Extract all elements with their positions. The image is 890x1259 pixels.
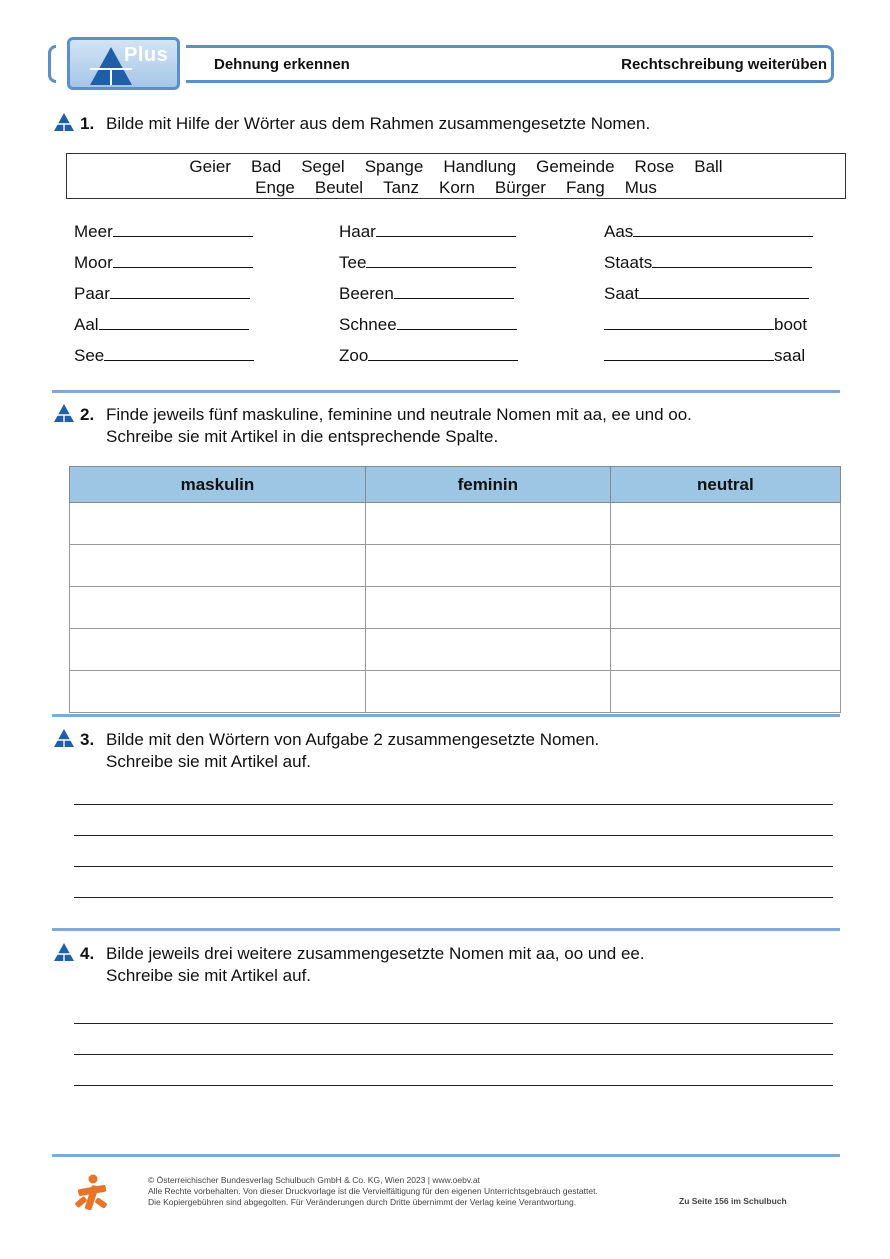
table-cell[interactable]: [365, 587, 610, 629]
table-row: [70, 587, 841, 629]
table-cell[interactable]: [610, 503, 840, 545]
publisher-logo-icon: [72, 1174, 110, 1212]
section-divider: [52, 928, 840, 931]
compound-line[interactable]: saal: [604, 346, 805, 366]
word-box-word: Beutel: [314, 178, 364, 197]
task-pyramid-icon: [53, 112, 75, 132]
word-box-word: Bürger: [494, 178, 546, 197]
compound-line[interactable]: Haar: [339, 222, 516, 242]
compound-line[interactable]: Tee: [339, 253, 516, 273]
section-divider: [52, 390, 840, 393]
compound-line[interactable]: Aas: [604, 222, 813, 242]
compound-line[interactable]: Saat: [604, 284, 809, 304]
compound-line[interactable]: Schnee: [339, 315, 517, 335]
column-header-feminin: feminin: [365, 467, 610, 503]
table-row: [70, 629, 841, 671]
compound-line[interactable]: boot: [604, 315, 807, 335]
page-reference: Zu Seite 156 im Schulbuch: [679, 1196, 787, 1206]
page-subtitle: Rechtschreibung weiterüben: [621, 56, 827, 73]
word-box-word: Ball: [694, 157, 723, 176]
task-number: 2.: [80, 405, 95, 424]
gender-table: [69, 466, 841, 713]
page-title: Dehnung erkennen: [214, 56, 350, 73]
compound-line[interactable]: See: [74, 346, 254, 366]
table-cell[interactable]: [610, 671, 840, 713]
table-cell[interactable]: [70, 545, 366, 587]
task-pyramid-icon: [53, 403, 75, 423]
task-number: 3.: [80, 730, 95, 749]
writing-line[interactable]: [74, 1085, 833, 1086]
writing-line[interactable]: [74, 1023, 833, 1024]
table-cell[interactable]: [70, 587, 366, 629]
word-box-word: Bad: [250, 157, 282, 176]
compound-line[interactable]: Paar: [74, 284, 250, 304]
table-row: [70, 671, 841, 713]
column-header-neutral: neutral: [610, 467, 840, 503]
writing-line[interactable]: [74, 897, 833, 898]
word-box: [66, 153, 846, 199]
table-cell[interactable]: [365, 503, 610, 545]
table-cell[interactable]: [610, 587, 840, 629]
word-box-word: Tanz: [383, 178, 419, 197]
compound-line[interactable]: Zoo: [339, 346, 518, 366]
word-box-row-1: [67, 157, 845, 177]
task-number: 4.: [80, 944, 95, 963]
word-box-word: Gemeinde: [536, 157, 615, 176]
word-box-row-2: [67, 178, 845, 198]
word-box-word: Geier: [189, 157, 231, 176]
task-instruction: Bilde mit Hilfe der Wörter aus dem Rahmen zusammengesetzte Nomen.: [106, 114, 651, 133]
task-pyramid-icon: [53, 942, 75, 962]
section-divider: [52, 714, 840, 717]
table-row: [70, 545, 841, 587]
plus-logo: [67, 37, 180, 90]
column-header-maskulin: maskulin: [70, 467, 366, 503]
task-instruction: Bilde jeweils drei weitere zusammengesetzte Nomen mit aa, oo und ee. Schreibe sie mit Artikel auf.: [106, 944, 645, 985]
writing-line[interactable]: [74, 866, 833, 867]
table-cell[interactable]: [610, 545, 840, 587]
word-box-word: Rose: [634, 157, 675, 176]
task-instruction: Bilde mit den Wörtern von Aufgabe 2 zusammengesetzte Nomen. Schreibe sie mit Artikel auf.: [106, 730, 600, 771]
word-box-word: Spange: [364, 157, 424, 176]
word-box-word: Segel: [301, 157, 345, 176]
footer-divider: [52, 1154, 840, 1157]
table-cell[interactable]: [365, 671, 610, 713]
table-cell[interactable]: [70, 671, 366, 713]
footer-copyright: © Österreichischer Bundesverlag Schulbuch GmbH & Co. KG, Wien 2023 | www.oebv.at Alle Rechte vorbehalten. Von dieser Druckvorlage ist die Vervielfältigung für den eigenen Unterrichtsgebrauch gestattet. Die Kopiergebühren sind abgegolten. Für Veränderungen durch Dritte übernimmt der Verlag keine Verantwortung.: [148, 1175, 598, 1207]
table-row: [70, 503, 841, 545]
compound-line[interactable]: Staats: [604, 253, 812, 273]
writing-line[interactable]: [74, 1054, 833, 1055]
writing-line[interactable]: [74, 835, 833, 836]
compound-line[interactable]: Moor: [74, 253, 253, 273]
word-box-word: Mus: [624, 178, 657, 197]
table-cell[interactable]: [610, 629, 840, 671]
word-box-word: Handlung: [443, 157, 517, 176]
task-number: 1.: [80, 114, 95, 133]
table-cell[interactable]: [365, 545, 610, 587]
table-cell[interactable]: [365, 629, 610, 671]
logo-text: Plus: [124, 44, 169, 66]
table-cell[interactable]: [70, 629, 366, 671]
task-instruction: Finde jeweils fünf maskuline, feminine und neutrale Nomen mit aa, ee und oo. Schreibe sie mit Artikel in die entsprechende Spalte.: [106, 405, 692, 446]
compound-line[interactable]: Beeren: [339, 284, 514, 304]
table-cell[interactable]: [70, 503, 366, 545]
word-box-word: Enge: [255, 178, 295, 197]
word-box-word: Korn: [439, 178, 475, 197]
compound-line[interactable]: Meer: [74, 222, 253, 242]
task-pyramid-icon: [53, 728, 75, 748]
writing-line[interactable]: [74, 804, 833, 805]
compound-line[interactable]: Aal: [74, 315, 249, 335]
word-box-word: Fang: [565, 178, 605, 197]
